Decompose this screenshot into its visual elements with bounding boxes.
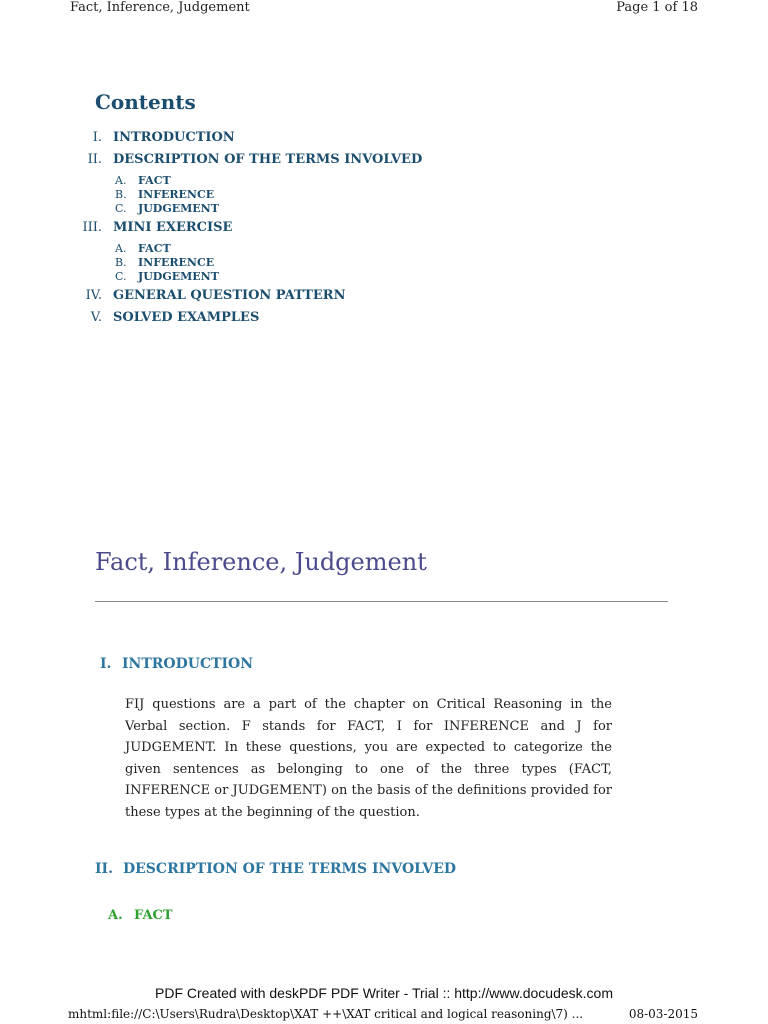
toc-item-label: DESCRIPTION OF THE TERMS INVOLVED [113, 152, 423, 167]
toc-subitem[interactable] [60, 174, 660, 188]
toc-subitem-label: FACT [138, 242, 171, 255]
subsection-title: FACT [134, 908, 173, 923]
toc-item-label: SOLVED EXAMPLES [113, 310, 260, 325]
toc-item-label: MINI EXERCISE [113, 220, 233, 235]
introduction-paragraph: FIJ questions are a part of the chapter on Critical Reasoning in the Verbal section. F stands for FACT, I for INFERENCE and J for JUDGEMENT. In these questions, you are expected to categorize the given sentences as belonging to one of the three types (FACT, INFERENCE or JUDGEMENT) on the basis of the definitions provided for these types at the beginning of the question. [125, 697, 612, 820]
toc-subitem-number: B. [115, 188, 127, 201]
section-description-heading [95, 861, 456, 877]
page-header [0, 0, 768, 20]
toc-item-label: INTRODUCTION [113, 130, 235, 145]
page-footer [0, 1007, 768, 1024]
section-title: DESCRIPTION OF THE TERMS INVOLVED [123, 861, 457, 877]
subsection-fact-heading [108, 908, 173, 923]
header-page-number: Page 1 of 18 [616, 0, 698, 15]
toc-item[interactable] [60, 288, 660, 310]
toc-item[interactable] [60, 220, 660, 242]
toc-subitem-number: C. [115, 270, 127, 283]
toc-subitem-label: INFERENCE [138, 188, 215, 201]
toc-item-label: GENERAL QUESTION PATTERN [113, 288, 346, 303]
toc-subitem-label: JUDGEMENT [138, 270, 219, 283]
section-number: II. [95, 861, 113, 877]
header-title: Fact, Inference, Judgement [70, 0, 250, 15]
toc-item-number: III. [82, 220, 102, 235]
document-title: Fact, Inference, Judgement [95, 548, 427, 576]
toc-subitem-label: JUDGEMENT [138, 202, 219, 215]
section-introduction-heading [100, 656, 253, 672]
toc-subitem[interactable] [60, 202, 660, 216]
toc-subitem[interactable] [60, 256, 660, 270]
toc-item-number: II. [87, 152, 102, 167]
toc-subitem-label: INFERENCE [138, 256, 215, 269]
section-title: INTRODUCTION [122, 656, 254, 672]
toc-item-number: IV. [85, 288, 102, 303]
section-number: I. [100, 656, 112, 672]
footer-file-path: mhtml:file://C:\Users\Rudra\Desktop\XAT ++\XAT critical and logical reasoning\7) ... [68, 1007, 584, 1021]
toc-item[interactable] [60, 130, 660, 152]
pdf-watermark: PDF Created with deskPDF PDF Writer - Trial :: http://www.docudesk.com [155, 985, 613, 1001]
toc-subitem[interactable] [60, 242, 660, 256]
toc-subitem-number: B. [115, 256, 127, 269]
toc-item-number: V. [90, 310, 102, 325]
subsection-number: A. [108, 908, 123, 923]
contents-heading: Contents [95, 90, 196, 114]
toc-item-number: I. [92, 130, 102, 145]
toc-subitem[interactable] [60, 270, 660, 284]
toc-subitem-number: A. [115, 174, 127, 187]
toc-subitem[interactable] [60, 188, 660, 202]
toc-subitem-number: A. [115, 242, 127, 255]
toc-item[interactable] [60, 310, 660, 332]
toc-subitem-number: C. [115, 202, 127, 215]
title-divider [95, 601, 668, 602]
toc-item[interactable] [60, 152, 660, 174]
footer-date: 08-03-2015 [628, 1007, 698, 1021]
table-of-contents [60, 130, 660, 332]
toc-subitem-label: FACT [138, 174, 171, 187]
